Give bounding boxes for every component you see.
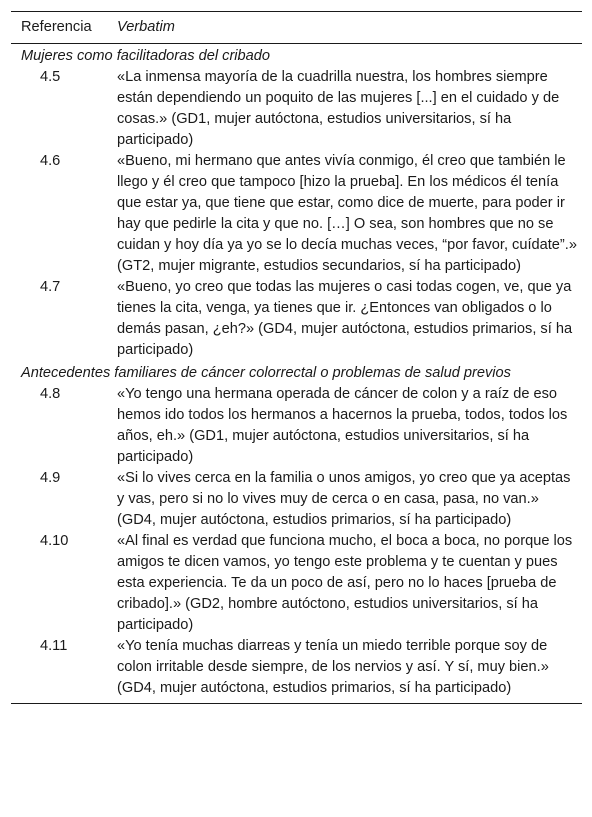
verbatim-cell: «Si lo vives cerca en la familia o unos amigos, yo creo que ya aceptas y vas, pero si no lo vives muy de cerca o en casa, pasa, no van.» (GD4, mujer autóctona, estudios primarios, sí ha participado) (117, 470, 571, 528)
table-header (11, 12, 582, 44)
section-title: Antecedentes familiares de cáncer colorrectal o problemas de salud previos (21, 365, 511, 381)
table-row (11, 277, 582, 361)
verbatim-table (11, 11, 582, 704)
reference-cell: 4.8 (40, 386, 61, 402)
table-row (11, 384, 582, 468)
header-verbatim: Verbatim (114, 12, 582, 44)
table-row (11, 636, 582, 704)
table-row (11, 67, 582, 151)
reference-cell: 4.7 (40, 279, 61, 295)
table-row (11, 151, 582, 277)
table-row (11, 531, 582, 636)
verbatim-cell: «La inmensa mayoría de la cuadrilla nuestra, los hombres siempre están dependiendo un poquito de las mujeres [...] en el cuidado y de cosas.» (GD1, mujer autóctona, estudios universitarios, sí ha participado) (117, 69, 560, 148)
table-row (11, 468, 582, 531)
header-reference: Referencia (11, 12, 114, 44)
reference-cell: 4.6 (40, 153, 61, 169)
header-row (11, 12, 582, 44)
reference-cell: 4.5 (40, 69, 61, 85)
section-row-family-history (11, 361, 582, 384)
verbatim-cell: «Al final es verdad que funciona mucho, el boca a boca, no porque los amigos te dicen vamos, yo tengo este problema y te cuentan y pues esta experiencia. Te da un poco de así, pero no lo haces [prueba de cribado].» (GD2, hombre autóctono, estudios universitarios, sí ha participado) (117, 533, 573, 633)
section-row-women-facilitators (11, 44, 582, 68)
reference-cell: 4.10 (40, 533, 69, 549)
verbatim-cell: «Bueno, mi hermano que antes vivía conmigo, él creo que también le llego y él creo que tampoco [hizo la prueba]. En los médicos él tenía que estar ya, que tiene que estar, como dice de muerte, para poder ir hay que pedirle la cita y que no. […] O sea, son hombres que no se cuidan y hoy día ya yo se lo decía muchas veces, “por favor, cuídate”.» (GT2, mujer migrante, estudios secundarios, sí ha participado) (117, 153, 577, 274)
reference-cell: 4.11 (11, 636, 114, 704)
table-body (11, 44, 582, 704)
verbatim-cell: «Yo tenía muchas diarreas y tenía un miedo terrible porque soy de colon irritable desde siempre, de los nervios y así. Y sí, muy bien.» (GD4, mujer autóctona, estudios primarios, sí ha participado) (114, 636, 582, 704)
section-title: Mujeres como facilitadoras del cribado (21, 48, 271, 64)
verbatim-cell: «Yo tengo una hermana operada de cáncer de colon y a raíz de eso hemos ido todos los hermanos a hacernos la prueba, todos, todos los años, eh.» (GD1, mujer autóctona, estudios universitarios, sí ha participado) (117, 386, 568, 465)
reference-cell: 4.9 (40, 470, 61, 486)
verbatim-cell: «Bueno, yo creo que todas las mujeres o casi todas cogen, ve, que ya tienes la cita, venga, ya tienes que ir. ¿Entonces van obligados o lo demás pasan, ¿eh?» (GD4, mujer autóctona, estudios primarios, sí ha participado) (117, 279, 573, 358)
